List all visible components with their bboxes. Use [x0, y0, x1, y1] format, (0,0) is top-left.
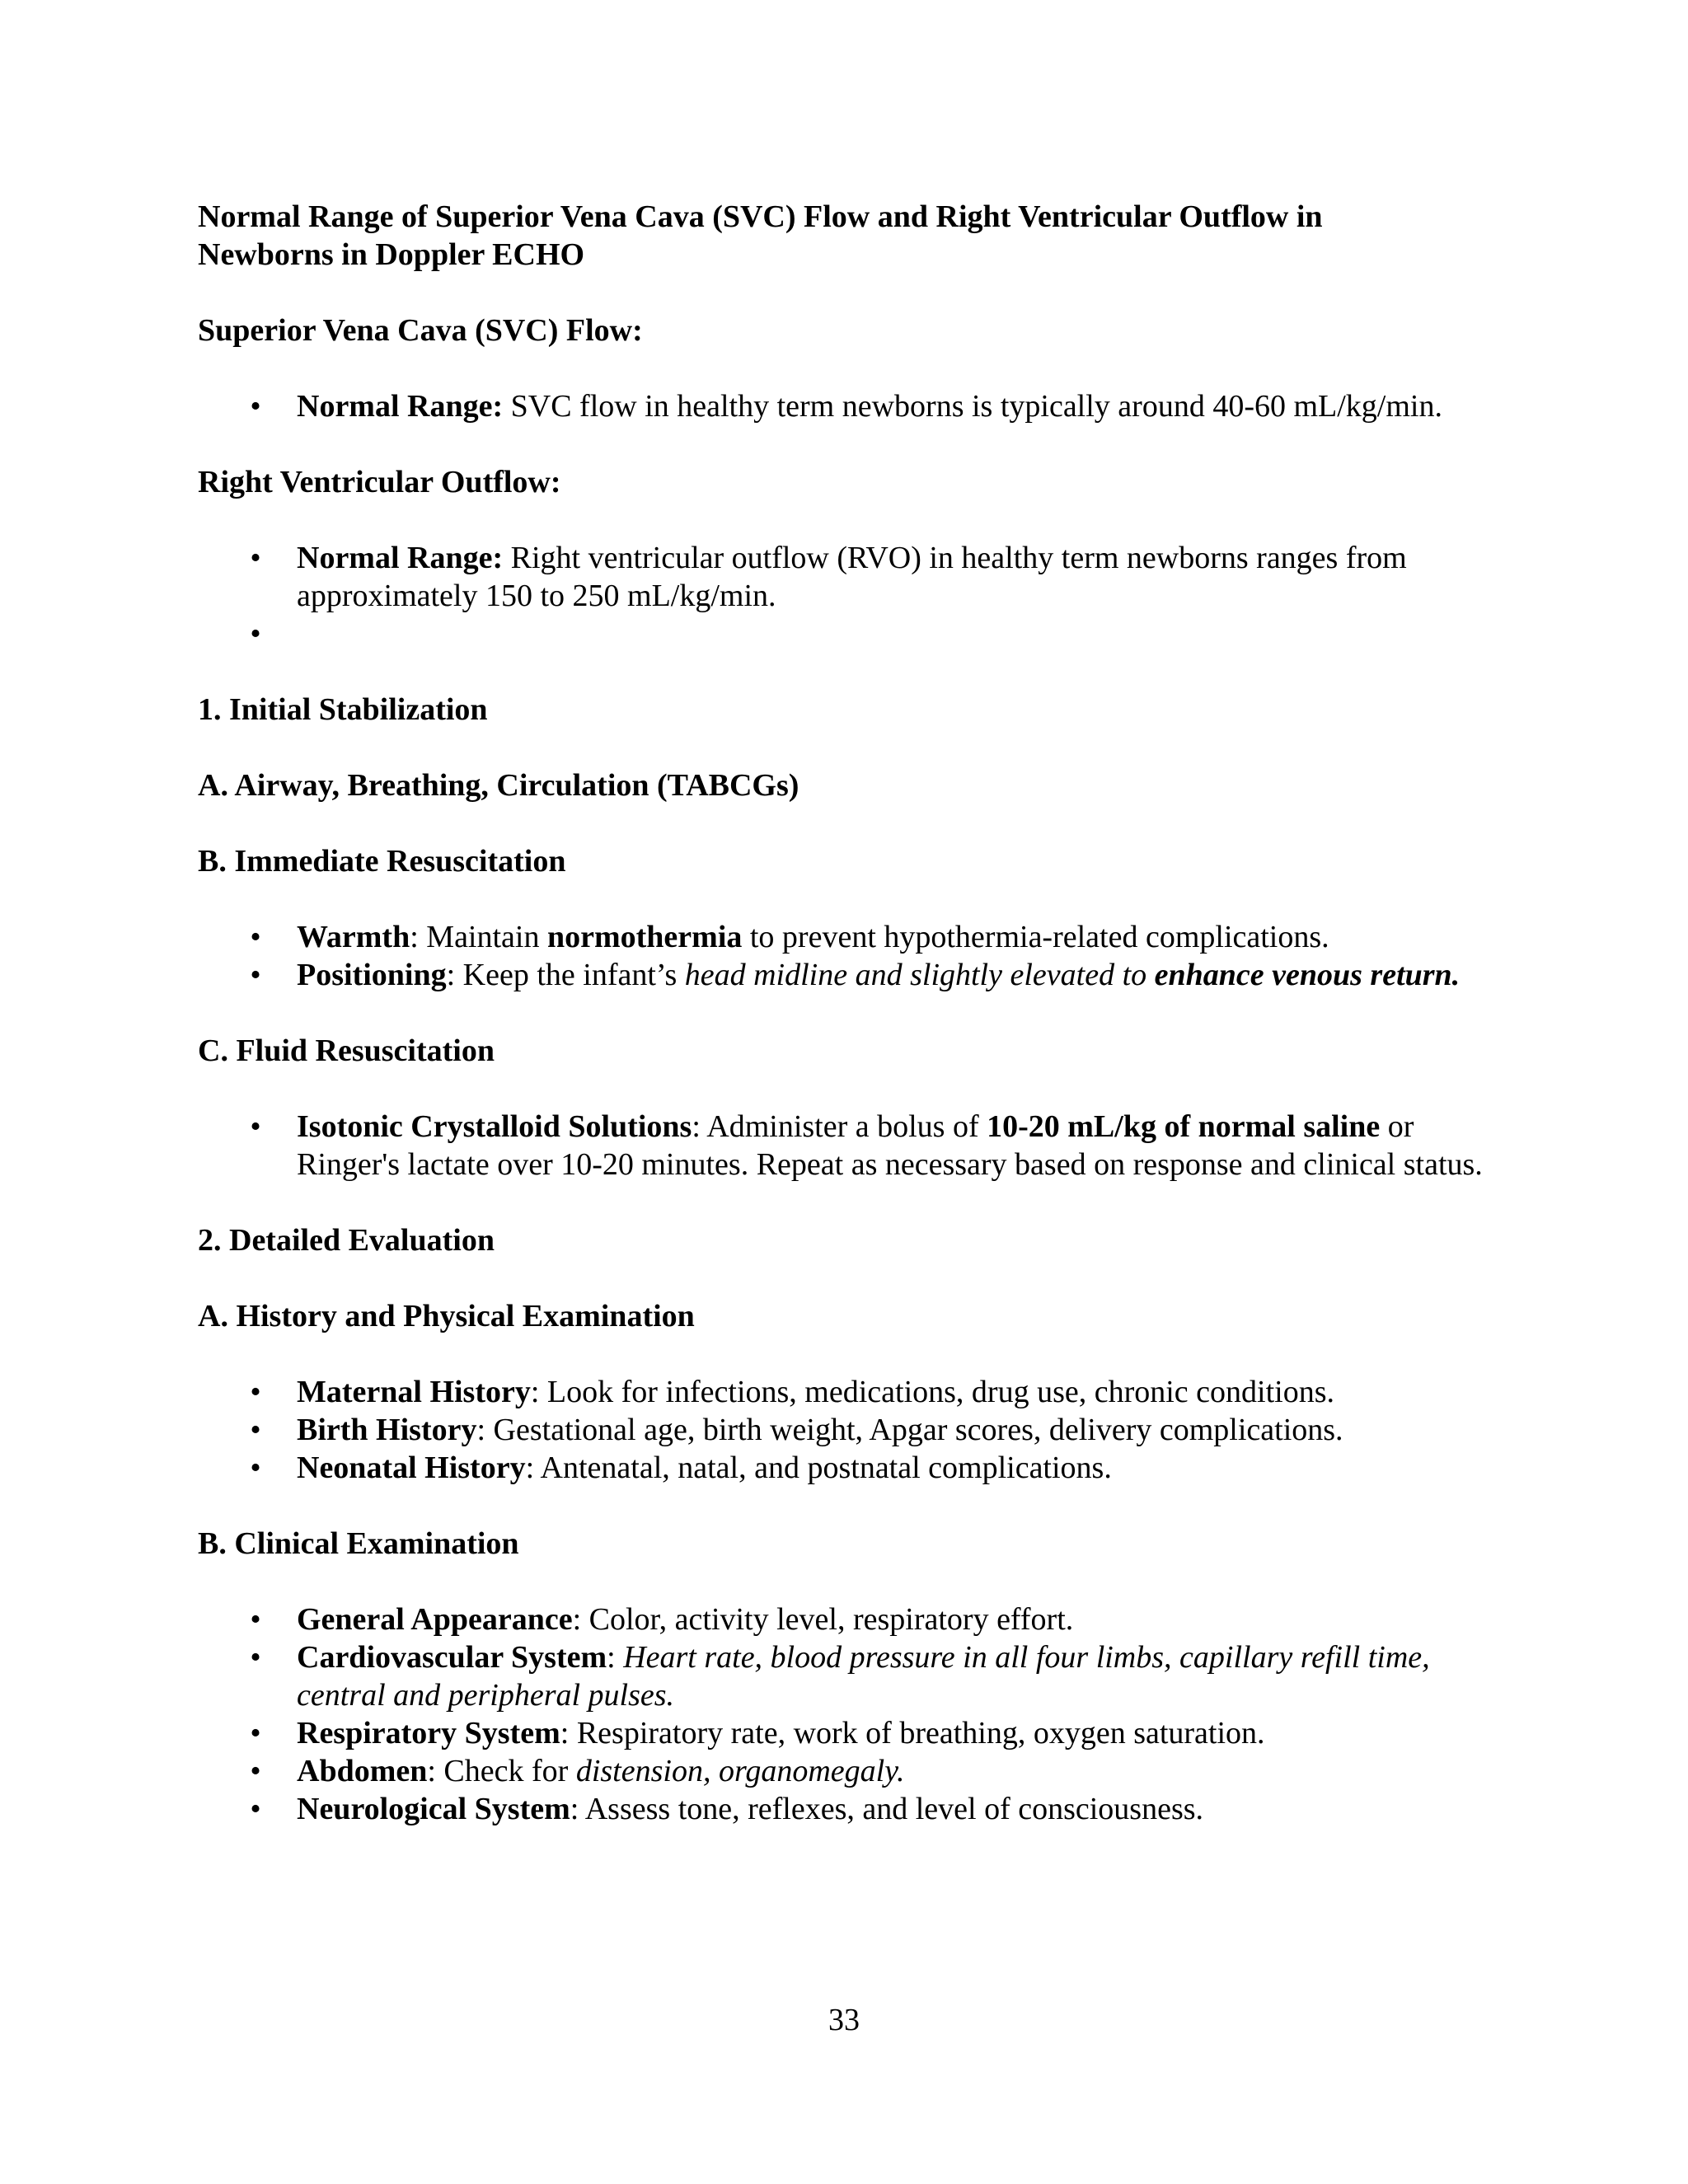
item-text: : Assess tone, reflexes, and level of consciousness.	[570, 1792, 1204, 1826]
item-bold-italic-text: enhance venous return.	[1154, 958, 1461, 992]
section-1b-heading: B. Immediate Resuscitation	[198, 844, 566, 879]
list-item	[198, 956, 1500, 994]
item-label: Maternal History	[297, 1375, 531, 1409]
svc-heading: Superior Vena Cava (SVC) Flow:	[198, 313, 643, 348]
item-italic-text: head midline and slightly elevated to	[684, 958, 1155, 992]
section-2-heading: 2. Detailed Evaluation	[198, 1223, 495, 1258]
list-item	[198, 1411, 1500, 1449]
item-text: to prevent hypothermia-related complications.	[742, 920, 1329, 954]
resuscitation-list	[198, 918, 1500, 994]
bullet-icon: •	[250, 541, 261, 575]
bullet-icon: •	[250, 1754, 261, 1788]
bullet-icon: •	[250, 389, 261, 424]
list-item	[198, 918, 1500, 956]
item-text: : Administer a bolus of	[692, 1109, 987, 1144]
rvo-heading: Right Ventricular Outflow:	[198, 465, 561, 499]
list-item	[198, 539, 1500, 615]
item-label: Neonatal History	[297, 1451, 526, 1485]
bullet-icon: •	[250, 1109, 261, 1144]
section-2b-heading: B. Clinical Examination	[198, 1526, 519, 1561]
bullet-icon: •	[250, 1716, 261, 1750]
section-1c-heading: C. Fluid Resuscitation	[198, 1033, 495, 1068]
item-text: : Antenatal, natal, and postnatal complications.	[525, 1451, 1112, 1485]
item-text: Right ventricular outflow (RVO) in healthy term newborns ranges from approximately 150 to 250 mL/kg/min.	[297, 541, 1407, 613]
title-line-1: Normal Range of Superior Vena Cava (SVC) Flow and Right Ventricular Outflow in	[198, 199, 1323, 234]
bullet-icon: •	[250, 1451, 261, 1485]
item-text: : Color, activity level, respiratory effort.	[572, 1602, 1074, 1637]
clinical-exam-list	[198, 1601, 1500, 1828]
item-label: Birth History	[297, 1413, 477, 1447]
item-text: : Look for infections, medications, drug use, chronic conditions.	[530, 1375, 1334, 1409]
list-item	[198, 1638, 1500, 1714]
item-label: General Appearance	[297, 1602, 573, 1637]
list-item	[198, 387, 1500, 425]
list-item	[198, 1449, 1500, 1487]
bullet-icon: •	[250, 616, 261, 651]
item-bold-text: 10-20 mL/kg of normal saline	[987, 1109, 1381, 1144]
list-item-empty	[198, 615, 1500, 653]
list-item	[198, 1108, 1500, 1183]
list-item	[198, 1601, 1500, 1638]
item-text: : Respiratory rate, work of breathing, oxygen saturation.	[560, 1716, 1265, 1750]
fluid-list	[198, 1108, 1500, 1183]
item-italic-text: Heart rate, blood pressure in all four limbs, capillary refill time, central and peripheral pulses.	[297, 1640, 1430, 1713]
item-label: Normal Range:	[297, 389, 504, 424]
item-text: :	[607, 1640, 624, 1675]
bullet-icon: •	[250, 1602, 261, 1637]
item-text: : Keep the infant’s	[446, 958, 685, 992]
bullet-icon: •	[250, 920, 261, 954]
list-item	[198, 1373, 1500, 1411]
item-label: Positioning	[297, 958, 447, 992]
page-number: 33	[828, 2003, 860, 2037]
item-label: Neurological System	[297, 1792, 570, 1826]
title-line-2: Newborns in Doppler ECHO	[198, 237, 585, 272]
svc-list	[198, 387, 1500, 425]
document-title	[198, 198, 1500, 274]
item-text: SVC flow in healthy term newborns is typically around 40-60 mL/kg/min.	[503, 389, 1442, 424]
item-label: Warmth	[297, 920, 410, 954]
section-2a-heading: A. History and Physical Examination	[198, 1299, 695, 1333]
rvo-list	[198, 539, 1500, 653]
item-text: : Gestational age, birth weight, Apgar scores, delivery complications.	[476, 1413, 1343, 1447]
item-label: Cardiovascular System	[297, 1640, 607, 1675]
item-text: : Check for	[427, 1754, 576, 1788]
item-text: or Ringer's lactate over 10-20 minutes. Repeat as necessary based on response and clinical status.	[297, 1109, 1483, 1182]
history-list	[198, 1373, 1500, 1487]
item-text: : Maintain	[410, 920, 547, 954]
section-1-heading: 1. Initial Stabilization	[198, 692, 488, 727]
item-label: Normal Range:	[297, 541, 504, 575]
item-bold-text: normothermia	[546, 920, 743, 954]
item-label: Isotonic Crystalloid Solutions	[297, 1109, 692, 1144]
item-italic-text: distension, organomegaly.	[575, 1754, 905, 1788]
bullet-icon: •	[250, 1375, 261, 1409]
bullet-icon: •	[250, 1640, 261, 1675]
bullet-icon: •	[250, 1413, 261, 1447]
list-item	[198, 1752, 1500, 1790]
bullet-icon: •	[250, 958, 261, 992]
list-item	[198, 1790, 1500, 1828]
item-label: Abdomen	[297, 1754, 428, 1788]
item-label: Respiratory System	[297, 1716, 560, 1750]
list-item	[198, 1714, 1500, 1752]
bullet-icon: •	[250, 1792, 261, 1826]
section-1a-heading: A. Airway, Breathing, Circulation (TABCGs)	[198, 768, 799, 803]
page-content	[198, 198, 1500, 1866]
